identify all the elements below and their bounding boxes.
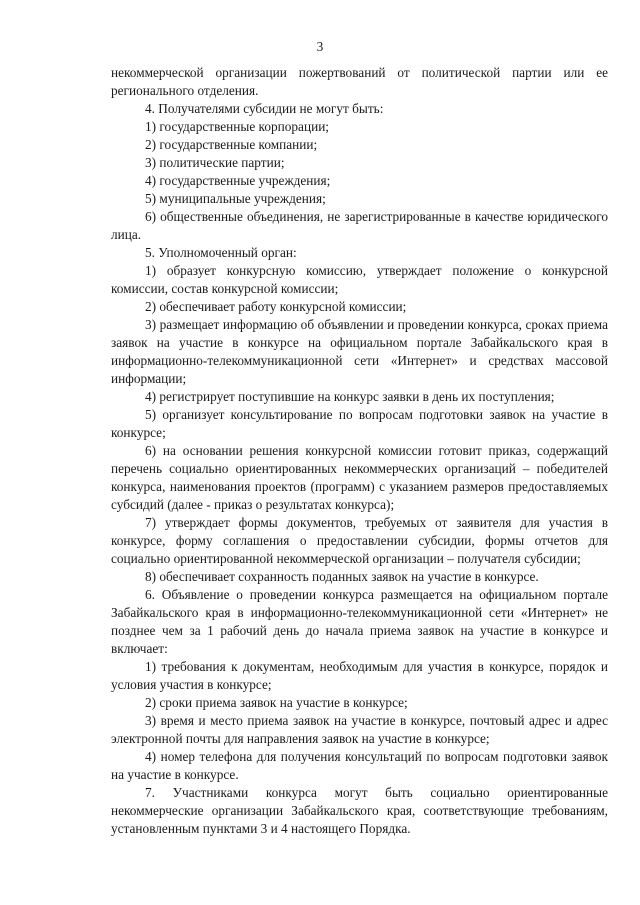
clause-5-item-4: 4) регистрирует поступившие на конкурс заявки в день их поступления; xyxy=(145,389,555,404)
clause-4-heading: 4. Получателями субсидии не могут быть: xyxy=(145,101,384,116)
clause-6-item-2: 2) сроки приема заявок на участие в конкурсе; xyxy=(145,695,408,710)
clause-5-item-1: 1) образует конкурсную комиссию, утверждает положение о конкурсной комиссии, состав конкурсной комиссии; xyxy=(111,263,608,296)
clause-4-item-6: 6) общественные объединения, не зарегистрированные в качестве юридического лица. xyxy=(111,209,608,242)
clause-5-item-5: 5) организует консультирование по вопросам подготовки заявок на участие в конкурсе; xyxy=(111,407,608,440)
clause-7-paragraph: 7. Участниками конкурса могут быть социально ориентированные некоммерческие организации Забайкальского края, соответствующие требованиям, установленным пунктами 3 и 4 настоящего Порядка. xyxy=(111,785,608,836)
clause-6-item-4: 4) номер телефона для получения консультаций по вопросам подготовки заявок на участие в конкурсе. xyxy=(111,749,608,782)
clause-6-heading: 6. Объявление о проведении конкурса размещается на официальном портале Забайкальского края в информационно-телекоммуникационной сети «Интернет» не позднее чем за 1 рабочий день до начала приема заявок на участие в конкурсе и включает: xyxy=(111,587,608,656)
clause-4-item-3: 3) политические партии; xyxy=(145,155,285,170)
paragraph-continuation: некоммерческой организации пожертвований от политической партии или ее регионального отделения. xyxy=(111,65,608,98)
document-body xyxy=(111,64,608,838)
clause-5-item-8: 8) обеспечивает сохранность поданных заявок на участие в конкурсе. xyxy=(145,569,539,584)
clause-6-item-3: 3) время и место приема заявок на участие в конкурсе, почтовый адрес и адрес электронной почты для направления заявок на участие в конкурсе; xyxy=(111,713,608,746)
clause-5-heading: 5. Уполномоченный орган: xyxy=(145,245,297,260)
clause-5-item-2: 2) обеспечивает работу конкурсной комиссии; xyxy=(145,299,407,314)
clause-5-item-3: 3) размещает информацию об объявлении и проведении конкурса, сроках приема заявок на участие в конкурсе на официальном портале Забайкальского края в информационно-телекоммуникационной сети «Интернет» и средствах массовой информации; xyxy=(111,317,608,386)
clause-5-item-6: 6) на основании решения конкурсной комиссии готовит приказ, содержащий перечень социально ориентированных некоммерческих организаций – победителей конкурса, наименования проектов (программ) с указанием размеров предоставляемых субсидий (далее - приказ о результатах конкурса); xyxy=(111,443,608,512)
clause-4-item-4: 4) государственные учреждения; xyxy=(145,173,331,188)
clause-4-item-5: 5) муниципальные учреждения; xyxy=(145,191,326,206)
clause-6-item-1: 1) требования к документам, необходимым для участия в конкурсе, порядок и условия участия в конкурсе; xyxy=(111,659,608,692)
clause-5-item-7: 7) утверждает формы документов, требуемых от заявителя для участия в конкурсе, форму соглашения о предоставлении субсидии, формы отчетов для социально ориентированной некоммерческой организации – получателя субсидии; xyxy=(111,515,608,566)
page-number: 3 xyxy=(316,39,324,54)
clause-4-item-1: 1) государственные корпорации; xyxy=(145,119,330,134)
clause-4-item-2: 2) государственные компании; xyxy=(145,137,318,152)
